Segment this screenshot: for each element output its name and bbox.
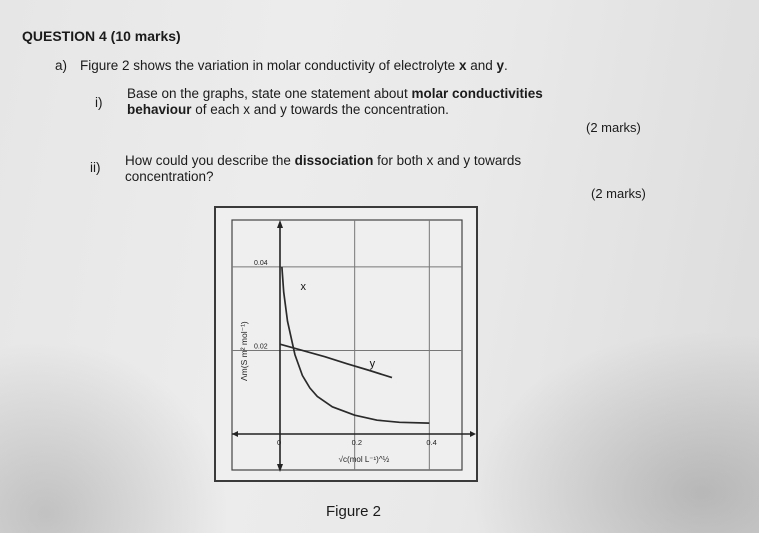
sub-ii-text: How could you describe the dissociation for both x and y towards concentration?	[125, 153, 522, 184]
y-tick-label: 0.04	[254, 259, 268, 267]
sub-i-text: Base on the graphs, state one statement about molar conductivities behaviour of each x and y towards the concentration.	[127, 86, 543, 117]
conductivity-chart	[214, 206, 478, 482]
series-label-x: x	[300, 280, 307, 293]
part-a-text: Figure 2 shows the variation in molar conductivity of electrolyte x and y.	[80, 58, 508, 73]
y-axis-label: Λm(S m² mol⁻¹)	[239, 321, 249, 381]
x-tick-label: 0	[277, 438, 282, 447]
x-tick-label: 0.4	[426, 438, 437, 447]
y-axis-arrow-down	[277, 464, 283, 472]
x-tick-label: 0.2	[351, 438, 363, 447]
electrolyte-y: y	[496, 58, 504, 73]
series-label-y: y	[369, 358, 376, 371]
x-axis-arrow	[470, 431, 476, 437]
shadow-left	[0, 340, 230, 533]
x-axis-label: √c(mol L⁻¹)^½	[338, 455, 390, 464]
sub-i-label: i)	[95, 95, 103, 110]
sub-i-marks: (2 marks)	[586, 120, 641, 135]
electrolyte-x: x	[458, 58, 467, 73]
shadow-right	[470, 330, 759, 533]
part-a-label: a)	[55, 58, 68, 73]
figure-caption: Figure 2	[326, 503, 382, 520]
question-title: QUESTION 4 (10 marks)	[22, 28, 181, 44]
y-tick-label: 0.02	[254, 343, 268, 351]
x-axis-arrow-left	[232, 431, 238, 437]
y-axis-arrow	[277, 220, 283, 228]
sub-ii-label: ii)	[90, 160, 101, 175]
sub-ii-marks: (2 marks)	[591, 186, 646, 201]
